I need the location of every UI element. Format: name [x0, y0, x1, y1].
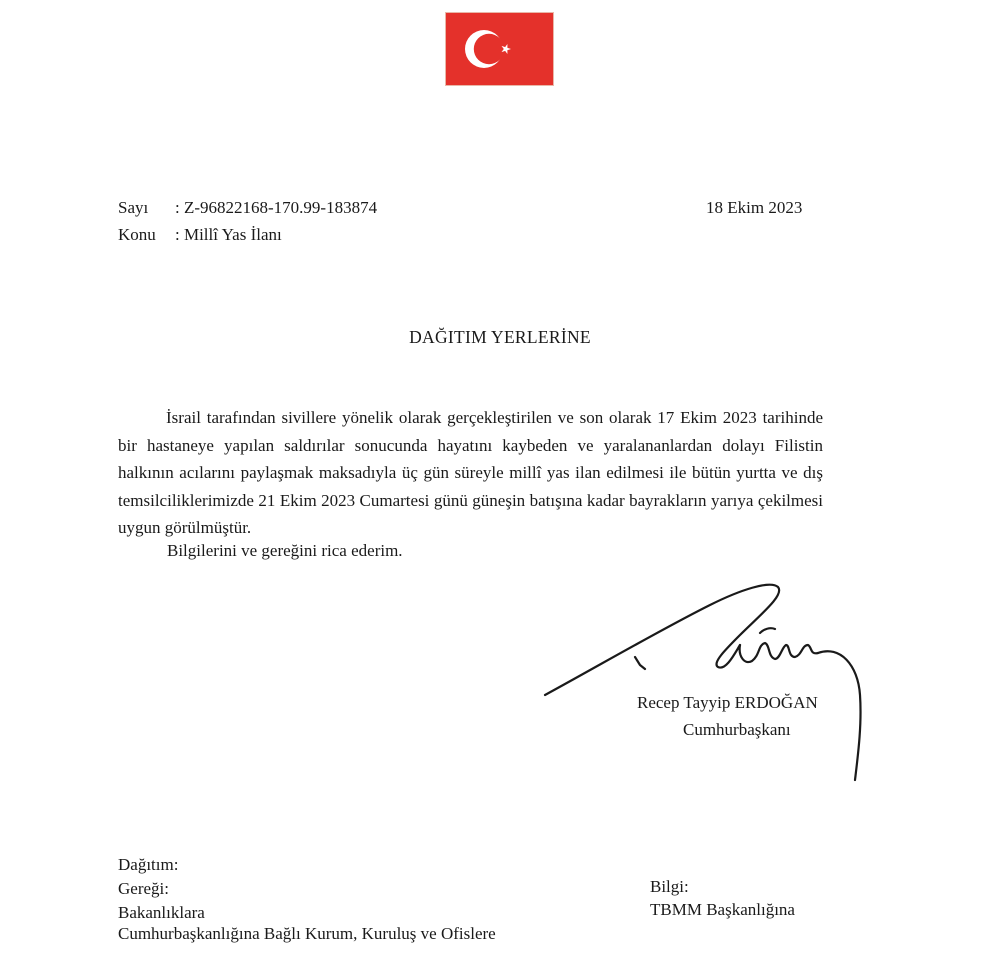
signer-title: Cumhurbaşkanı: [683, 720, 791, 739]
distribution-item: Bakanlıklara: [118, 903, 205, 922]
distribution-label: Dağıtım:: [118, 855, 179, 874]
distribution-item: Cumhurbaşkanlığına Bağlı Kurum, Kuruluş ve Ofislere: [118, 924, 496, 943]
body-paragraph: İsrail tarafından sivillere yönelik olarak gerçekleştirilen ve son olarak 17 Ekim 2023 tarihinde bir hastaneye yapılan saldırılar sonucunda hayatını kaybeden ve yaralananlardan dolayı Filistin halkının acılarını paylaşmak maksadıyla üç gün süreyle millî yas ilan edilmesi ile bütün yurtta ve dış temsilciliklerimizde 21 Ekim 2023 Cumartesi günü güneşin batışına kadar bayrakların yarıya çekilmesi uygun görülmüştür.: [118, 408, 823, 537]
document-heading: DAĞITIM YERLERİNE: [409, 327, 591, 347]
konu-label: Konu: [118, 225, 156, 244]
bilgi-item: TBMM Başkanlığına: [650, 900, 795, 919]
gere-label: Gereği:: [118, 879, 169, 898]
sayi-value: : Z-96822168-170.99-183874: [175, 198, 378, 217]
sayi-label: Sayı: [118, 198, 149, 217]
bilgi-label: Bilgi:: [650, 877, 689, 896]
turkish-flag-icon: [446, 13, 553, 85]
closing-line: Bilgilerini ve gereğini rica ederim.: [167, 541, 403, 560]
konu-value: : Millî Yas İlanı: [175, 225, 282, 244]
signer-name: Recep Tayyip ERDOĞAN: [637, 693, 818, 712]
handwritten-signature-icon: [540, 575, 870, 795]
document-date: 18 Ekim 2023: [706, 198, 803, 217]
